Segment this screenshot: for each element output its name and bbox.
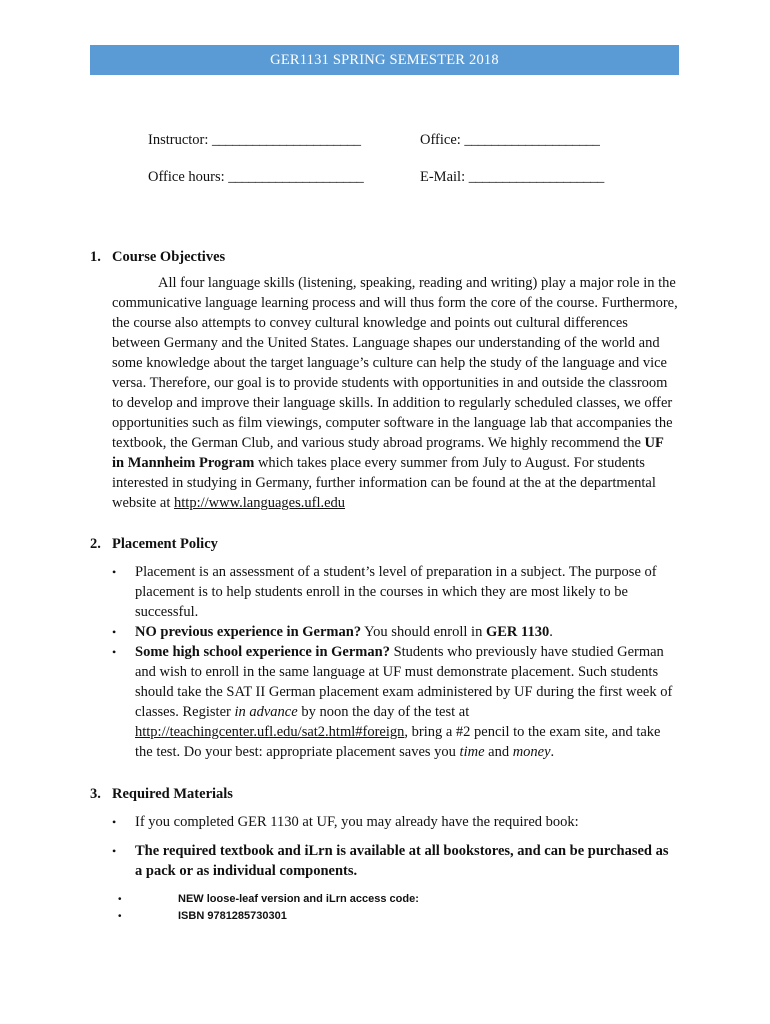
list-item: • NO previous experience in German? You should enroll in GER 1130. [112,624,553,640]
bullet: • [112,645,117,659]
instructor-label: Instructor: [148,132,209,148]
section-number: 2. [90,536,101,552]
email-field [420,169,604,186]
email-blank: ____________________ [468,169,604,185]
section-number: 1. [90,249,101,265]
bullet: • [118,894,122,905]
section-heading-course-objectives [90,249,225,266]
office-hours-label: Office hours: [148,169,225,185]
mannheim-program: UF in Mannheim Program [112,435,664,471]
section-title: Course Objectives [112,249,226,265]
bullet: • [118,911,122,922]
isbn: ISBN 9781285730301 [178,910,287,922]
list-item: • The required textbook and iLrn is available at all bookstores, and can be purchased as a pack or as individual components. [112,843,669,879]
languages-website-link[interactable]: http://www.languages.ufl.edu [174,495,346,511]
bullet: • [112,815,117,829]
section-number: 3. [90,786,101,802]
section-heading-placement-policy [90,536,218,553]
bullet: • [112,565,117,579]
office-label: Office: [420,132,461,148]
bullet: • [112,625,117,639]
instructor-field [148,132,361,149]
placement-exam-link[interactable]: http://teachingcenter.ufl.edu/sat2.html#foreign [135,724,405,740]
office-field [420,132,599,149]
course-title-banner [90,45,679,75]
list-item: • Placement is an assessment of a student’s level of preparation in a subject. The purpose of placement is to help students enroll in the courses in which they are most likely to be successful. [112,564,657,620]
office-blank: ____________________ [464,132,600,148]
bullet: • [112,844,117,858]
course-objectives-paragraph: All four language skills (listening, speaking, reading and writing) play a major role in the communicative language learning process and will thus form the core of the course. Furthermore, the course also attempts to convey cultural knowledge and points out cultural differences between Germany and the United States. Language shapes our understanding of the world and some knowledge about the target language’s culture can help the study of the language and vice versa. Therefore, our goal is to provide students with opportunities in and outside the classroom to develop and improve their language skills. In addition to regularly scheduled classes, we offer opportunities such as film viewings, computer software in the language lab that accompanies the textbook, the German Club, and various study abroad programs. We highly recommend the UF in Mannheim Program which takes place every summer from July to August. For students interested in studying in Germany, further information can be found at the at the departmental website at http://www.languages.ufl.edu [112,275,678,511]
section-title: Required Materials [112,786,233,802]
list-item: • Some high school experience in German? Students who previously have studied German and wish to enroll in the same language at UF must demonstrate placement. Such students should take the SAT II German placement exam administered by UF during the first week of classes. Register in advance by noon the day of the test at http://teachingcenter.ufl.edu/sat2.html#foreign, bring a #2 pencil to the exam site, and take the test. Do your best: appropriate placement saves you time and money. [112,644,673,760]
section-title: Placement Policy [112,536,218,552]
instructor-blank: ______________________ [212,132,361,148]
list-item: • If you completed GER 1130 at UF, you may already have the required book: [112,814,579,830]
section-heading-required-materials [90,786,233,803]
office-hours-field [148,169,363,186]
office-hours-blank: ____________________ [228,169,364,185]
sub-list-item [118,910,287,922]
email-label: E-Mail: [420,169,466,185]
course-title: GER1131 SPRING SEMESTER 2018 [270,51,499,68]
sub-list-item: • NEW loose-leaf version and iLrn access code: [118,893,419,905]
